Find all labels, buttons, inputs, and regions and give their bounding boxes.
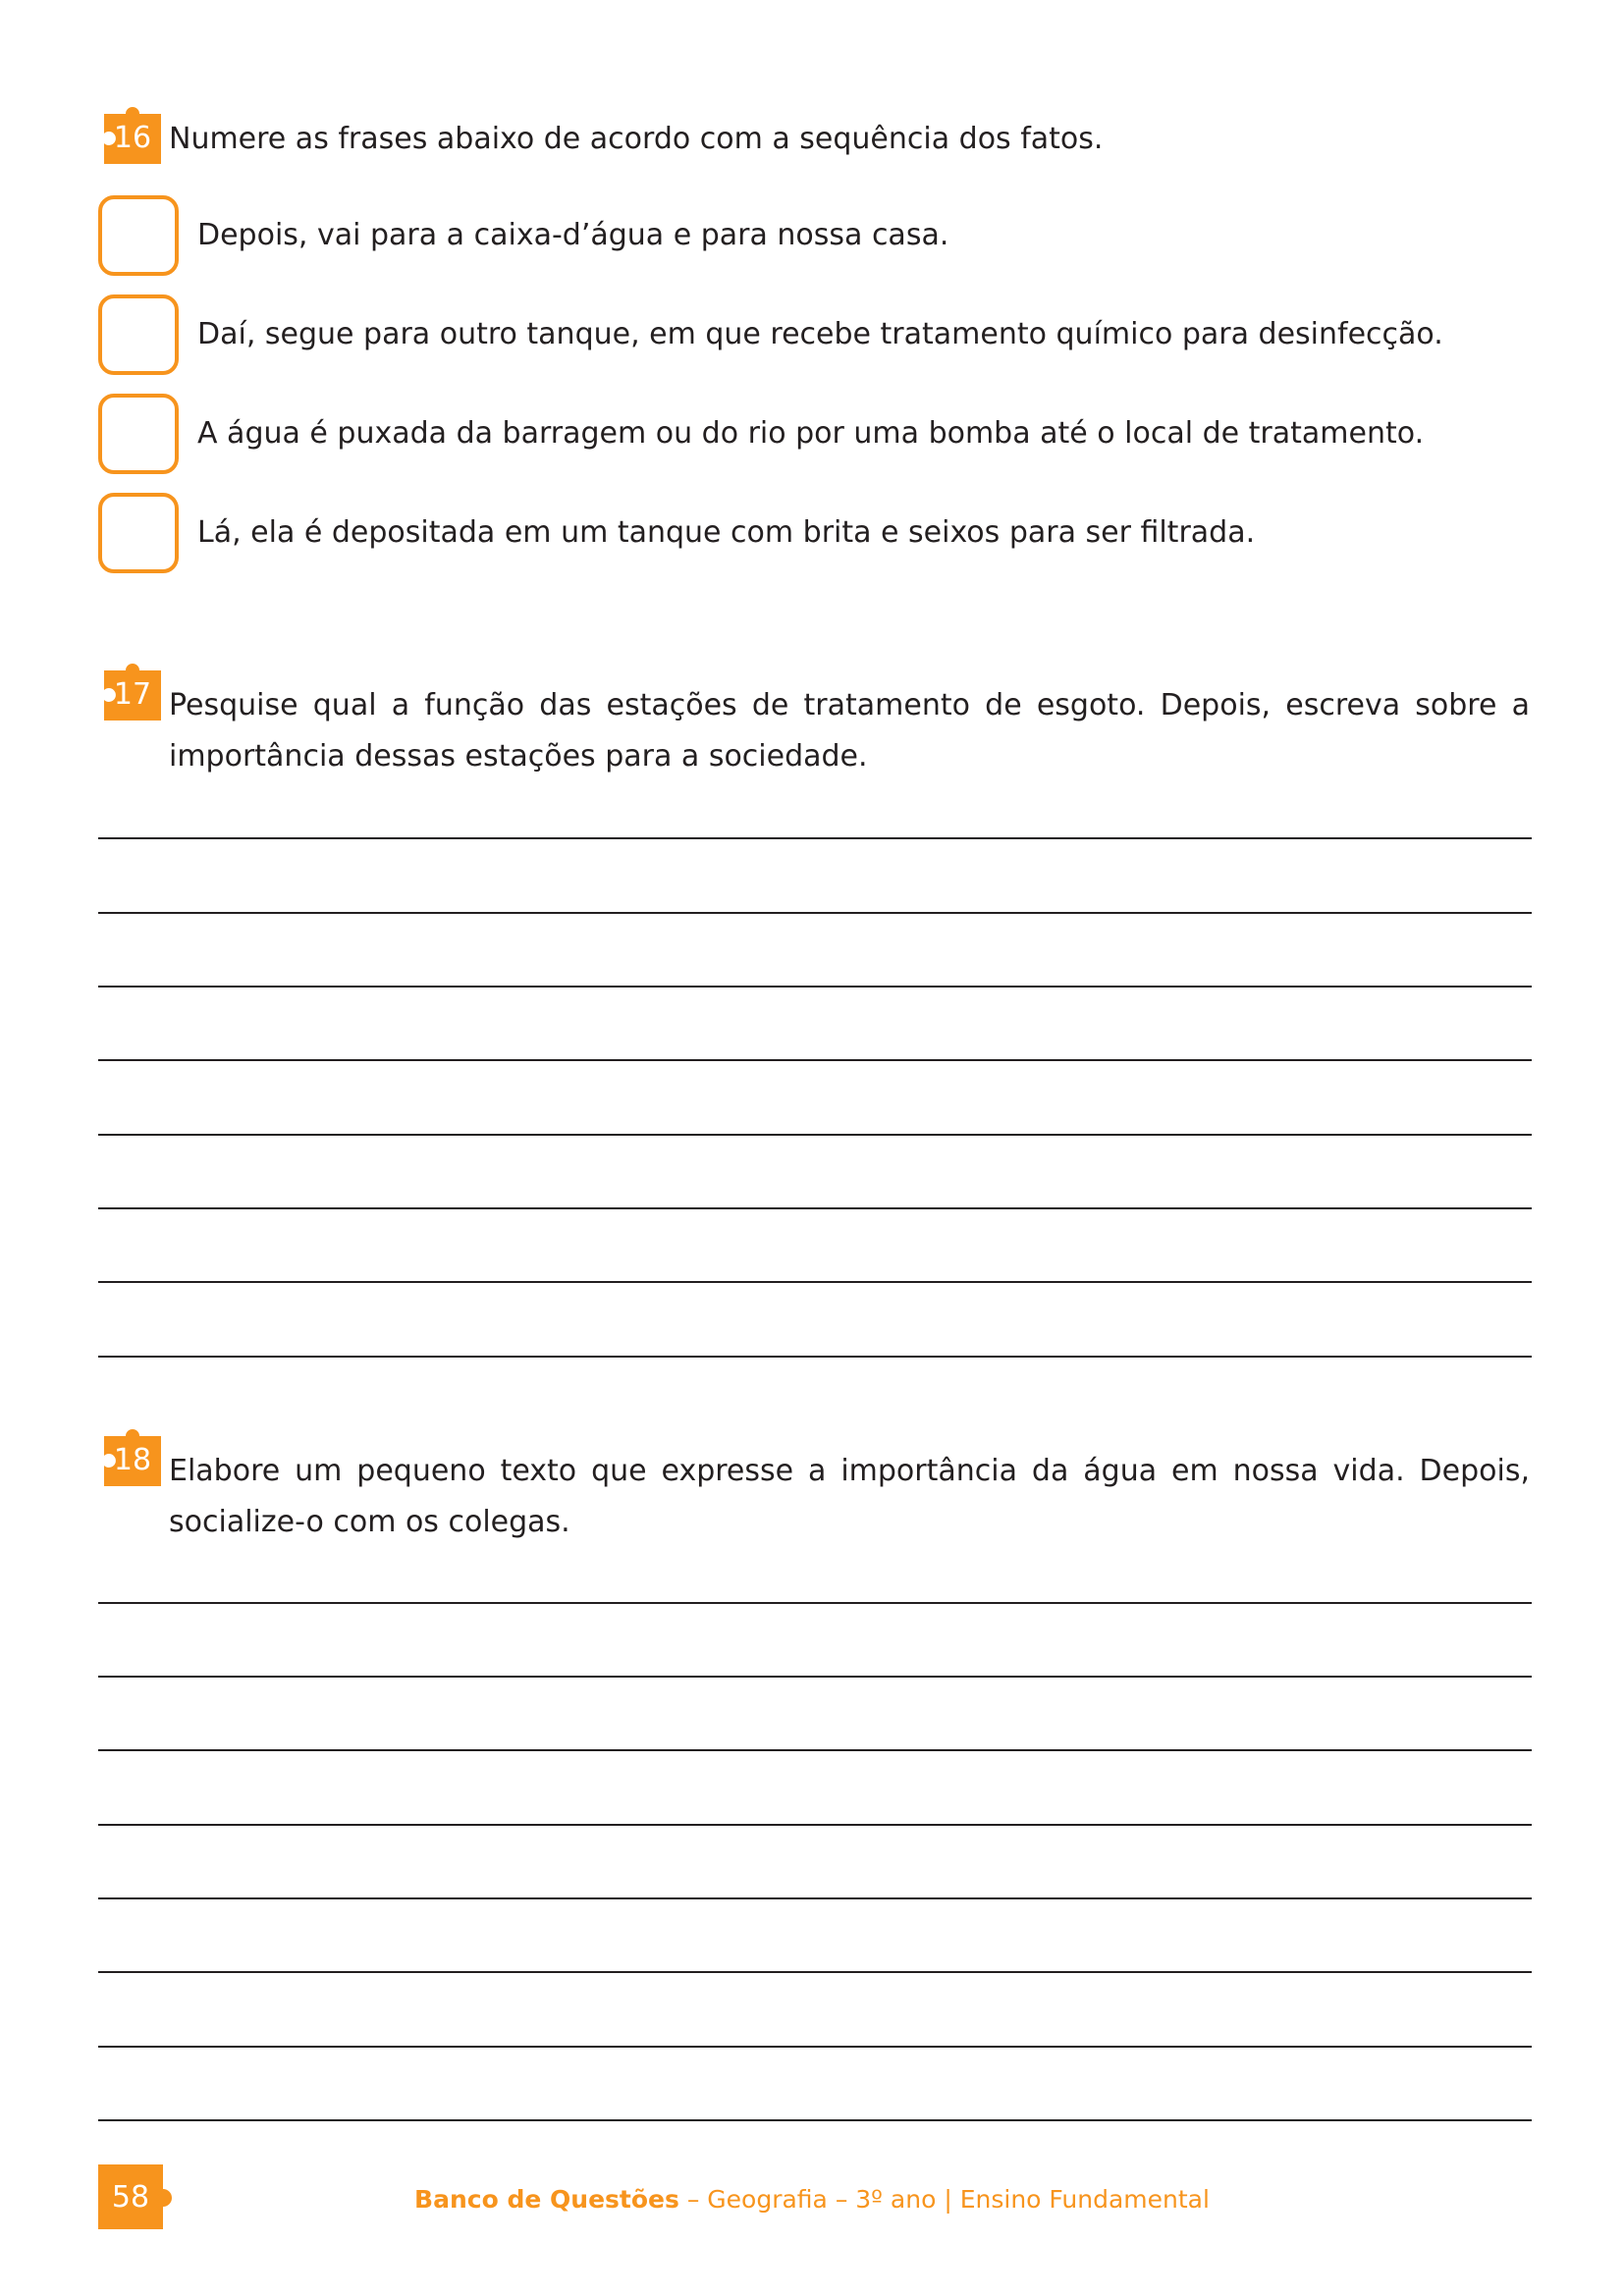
question-17-prompt: Pesquise qual a função das estações de tratamento de esgoto. Depois, escreva sobre a importância dessas estações para a sociedade. xyxy=(169,688,1530,774)
footer-subject: Geografia xyxy=(707,2185,828,2214)
sequence-option-3: A água é puxada da barragem ou do rio por uma bomba até o local de tratamento. xyxy=(197,416,1425,451)
answer-line[interactable] xyxy=(98,837,1532,839)
answer-line[interactable] xyxy=(98,1824,1532,1826)
sequence-box-4[interactable] xyxy=(98,493,179,573)
answer-line[interactable] xyxy=(98,1281,1532,1283)
sequence-box-1[interactable] xyxy=(98,195,179,276)
answer-line[interactable] xyxy=(98,2046,1532,2048)
question-18-prompt: Elabore um pequeno texto que expresse a importância da água em nossa vida. Depois, socialize-o com os colegas. xyxy=(169,1454,1530,1539)
sequence-option-4: Lá, ela é depositada em um tanque com brita e seixos para ser filtrada. xyxy=(197,515,1256,550)
sequence-box-3[interactable] xyxy=(98,394,179,474)
answer-line[interactable] xyxy=(98,2119,1532,2121)
question-number: 18 xyxy=(113,1443,152,1477)
question-17-badge xyxy=(98,658,167,726)
answer-line[interactable] xyxy=(98,1676,1532,1678)
sequence-option-2: Daí, segue para outro tanque, em que recebe tratamento químico para desinfecção. xyxy=(197,317,1443,351)
answer-line[interactable] xyxy=(98,1356,1532,1358)
answer-line[interactable] xyxy=(98,1971,1532,1973)
answer-line[interactable] xyxy=(98,1602,1532,1604)
footer-separator: – xyxy=(827,2185,856,2214)
question-16-prompt: Numere as frases abaixo de acordo com a sequência dos fatos. xyxy=(169,122,1104,156)
answer-line[interactable] xyxy=(98,986,1532,988)
footer-caption xyxy=(0,2185,1624,2214)
answer-line[interactable] xyxy=(98,1207,1532,1209)
answer-line[interactable] xyxy=(98,1897,1532,1899)
sequence-option-1: Depois, vai para a caixa-d’água e para nossa casa. xyxy=(197,218,949,252)
sequence-box-2[interactable] xyxy=(98,294,179,375)
question-number: 17 xyxy=(113,677,152,712)
footer-separator: – xyxy=(678,2185,708,2214)
answer-line[interactable] xyxy=(98,912,1532,914)
page-number: 58 xyxy=(111,2180,150,2215)
footer-level: Ensino Fundamental xyxy=(959,2185,1210,2214)
answer-line[interactable] xyxy=(98,1134,1532,1136)
footer-grade: 3º ano xyxy=(855,2185,937,2214)
answer-line[interactable] xyxy=(98,1059,1532,1061)
footer-separator: | xyxy=(936,2185,960,2214)
answer-line[interactable] xyxy=(98,1749,1532,1751)
question-18-badge xyxy=(98,1423,167,1492)
question-number: 16 xyxy=(113,121,152,155)
footer-bank-title: Banco de Questões xyxy=(414,2185,679,2214)
question-16-badge xyxy=(98,101,167,170)
